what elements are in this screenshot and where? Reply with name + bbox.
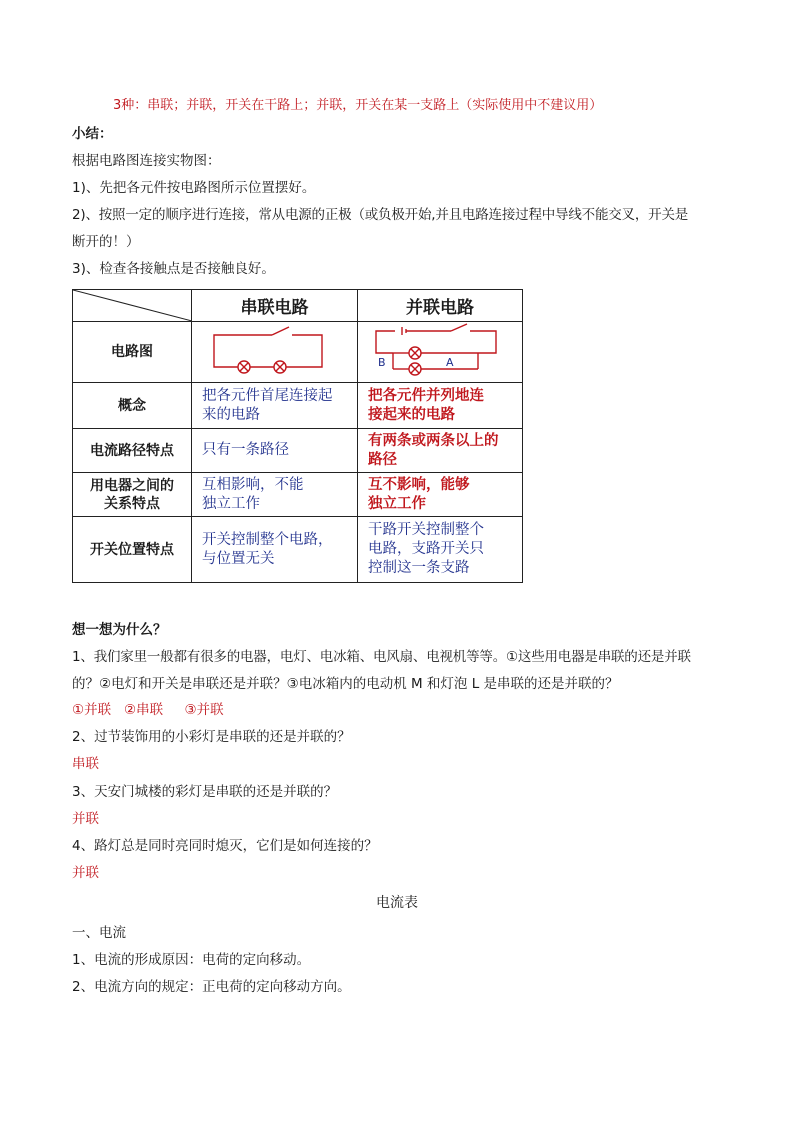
circuit-comparison-table — [72, 289, 523, 583]
current-item-2: 2、电流方向的规定：正电荷的定向移动方向。 — [72, 979, 351, 995]
row-label: 概念 — [73, 383, 192, 429]
summary-intro: 根据电路图连接实物图： — [72, 153, 221, 169]
row-label: 用电器之间的 关系特点 — [73, 473, 192, 517]
summary-step-2b: 断开的！） — [72, 234, 140, 250]
parallel-device-relation: 互不影响，能够 独立工作 — [358, 473, 523, 517]
table-row — [73, 473, 523, 517]
parallel-concept: 把各元件并列地连 接起来的电路 — [358, 383, 523, 429]
answer-4: 并联 — [72, 865, 99, 881]
series-concept: 把各元件首尾连接起 来的电路 — [192, 383, 358, 429]
answer-3: 并联 — [72, 811, 99, 827]
series-device-relation: 互相影响，不能 独立工作 — [192, 473, 358, 517]
series-circuit-diagram — [192, 322, 357, 378]
parallel-current-path: 有两条或两条以上的 路径 — [358, 429, 523, 473]
top-note: 3种：串联；并联，开关在干路上；并联，开关在某一支路上（实际使用中不建议用） — [113, 98, 603, 113]
row-label: 开关位置特点 — [73, 517, 192, 583]
summary-step-3: 3)、检查各接触点是否接触良好。 — [72, 261, 275, 277]
question-2: 2、过节装饰用的小彩灯是串联的还是并联的？ — [72, 729, 351, 745]
row-label: 电流路径特点 — [73, 429, 192, 473]
answer-1: ①并联 ②串联 ③并联 — [72, 702, 224, 718]
current-item-1: 1、电流的形成原因：电荷的定向移动。 — [72, 952, 311, 968]
question-3: 3、天安门城楼的彩灯是串联的还是并联的？ — [72, 784, 338, 800]
series-switch-position: 开关控制整个电路， 与位置无关 — [192, 517, 358, 583]
node-a-label: A — [446, 356, 454, 369]
question-1b: 的？②电灯和开关是串联还是并联？③电冰箱内的电动机 M 和灯泡 L 是串联的还是并联的？ — [72, 676, 619, 692]
summary-step-2a: 2)、按照一定的顺序进行连接，常从电源的正极（或负极开始,并且电路连接过程中导线不能交叉，开关是 — [72, 207, 689, 223]
series-diagram-cell — [192, 322, 358, 383]
table-row — [73, 517, 523, 583]
answer-2: 串联 — [72, 756, 99, 772]
current-section-heading: 一、电流 — [72, 925, 126, 941]
ammeter-title: 电流表 — [376, 895, 418, 911]
header-series: 串联电路 — [192, 290, 358, 322]
table-header-row — [73, 290, 523, 322]
row-label: 电路图 — [73, 322, 192, 383]
summary-step-1: 1)、先把各元件按电路图所示位置摆好。 — [72, 180, 316, 196]
parallel-circuit-diagram — [358, 322, 522, 378]
parallel-diagram-cell — [358, 322, 523, 383]
node-b-label: B — [378, 356, 386, 369]
table-row — [73, 383, 523, 429]
summary-title: 小结： — [72, 126, 113, 142]
question-4: 4、路灯总是同时亮同时熄灭，它们是如何连接的？ — [72, 838, 378, 854]
table-row — [73, 322, 523, 383]
series-current-path: 只有一条路径 — [192, 429, 358, 473]
table-row — [73, 429, 523, 473]
diagonal-header-cell — [73, 290, 192, 322]
think-title: 想一想为什么？ — [72, 622, 167, 638]
question-1a: 1、我们家里一般都有很多的电器，电灯、电冰箱、电风扇、电视机等等。①这些用电器是串联的还是并联 — [72, 649, 691, 665]
diagonal-line — [73, 290, 192, 321]
parallel-switch-position: 干路开关控制整个 电路，支路开关只 控制这一条支路 — [358, 517, 523, 583]
header-parallel: 并联电路 — [358, 290, 523, 322]
